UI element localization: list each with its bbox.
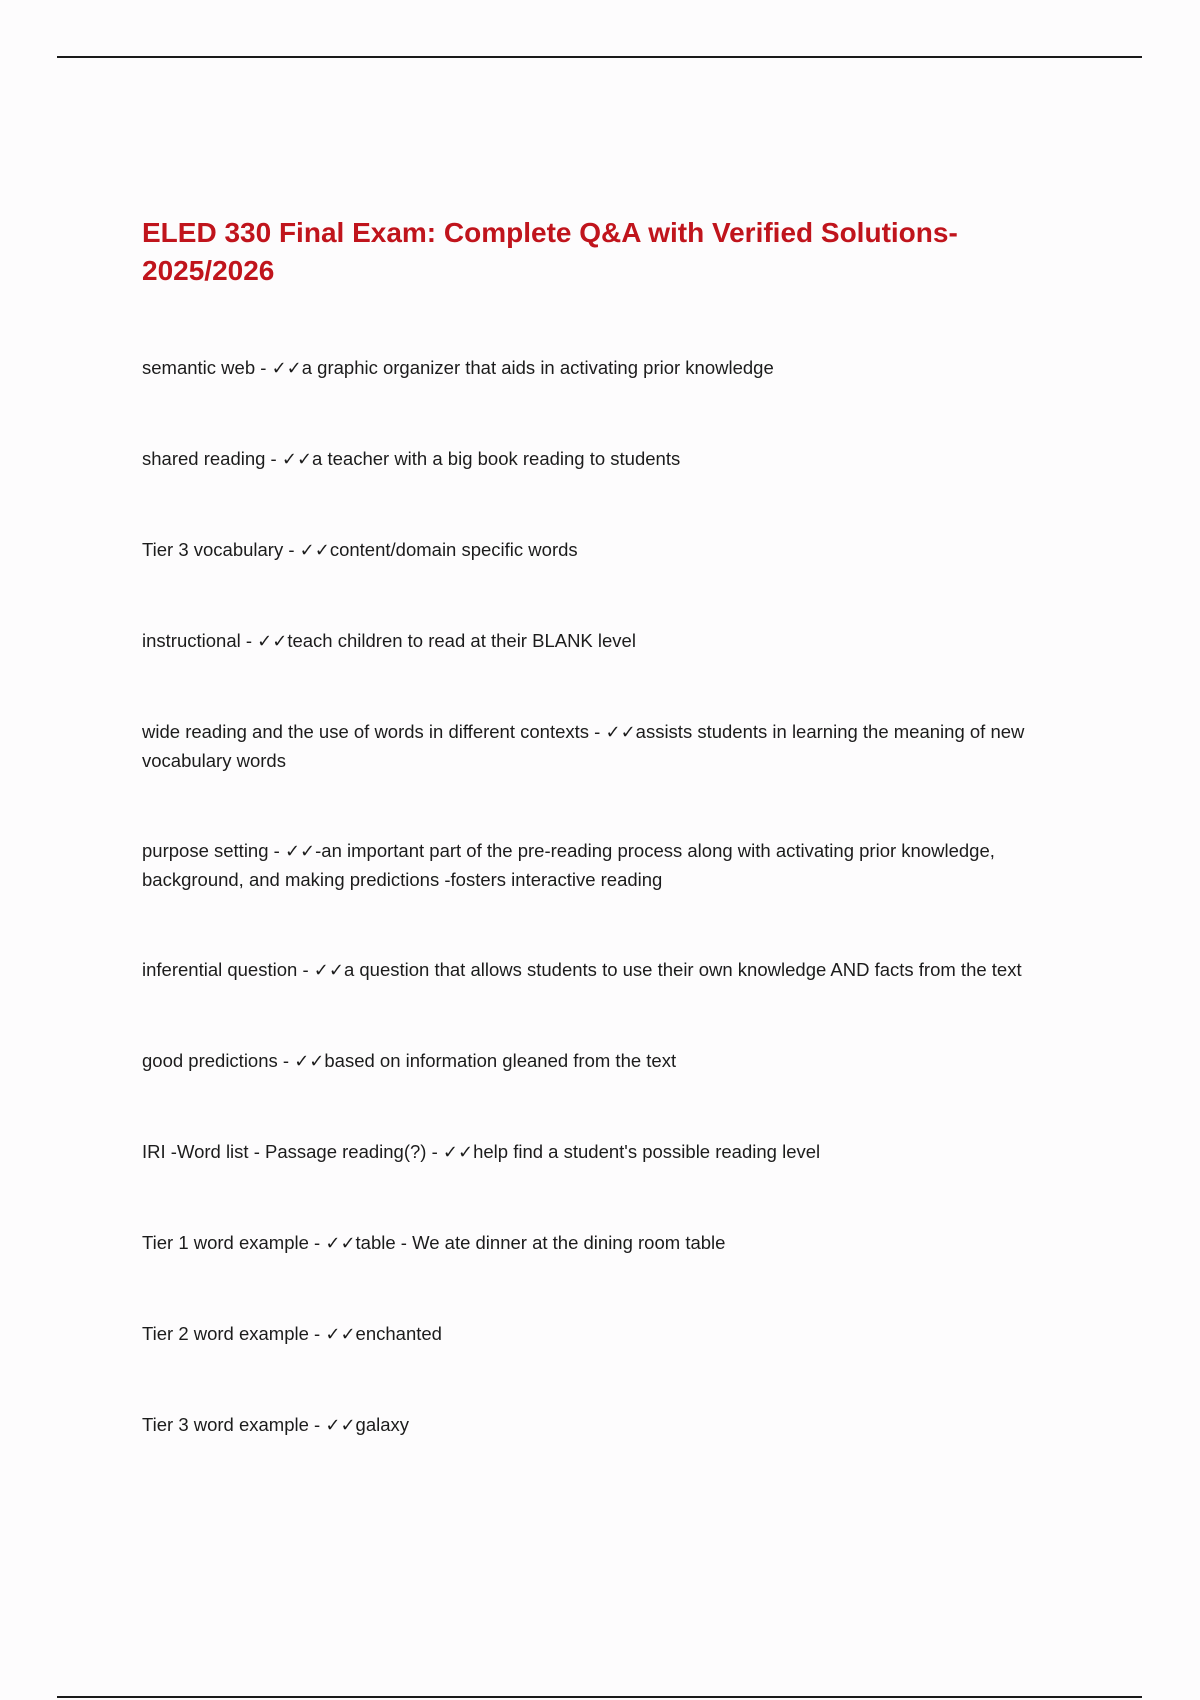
qa-item xyxy=(142,445,1062,474)
qa-item xyxy=(142,718,1062,775)
qa-term: purpose setting xyxy=(142,840,269,861)
double-check-icon: ✓✓ xyxy=(605,722,636,743)
qa-term: semantic web xyxy=(142,357,256,378)
qa-separator: - xyxy=(240,630,258,651)
double-check-icon: ✓✓ xyxy=(271,358,302,379)
double-check-icon: ✓✓ xyxy=(325,1233,356,1254)
qa-separator: - xyxy=(308,1232,326,1253)
qa-answer: a teacher with a big book reading to students xyxy=(312,448,681,469)
double-check-icon: ✓✓ xyxy=(257,631,288,652)
double-check-icon: ✓✓ xyxy=(325,1415,356,1436)
qa-answer: table - We ate dinner at the dining room table xyxy=(355,1232,726,1253)
qa-term: Tier 2 word example xyxy=(142,1323,309,1344)
qa-separator: - xyxy=(268,840,285,861)
qa-answer: enchanted xyxy=(355,1323,442,1344)
qa-separator: - xyxy=(308,1414,326,1435)
qa-separator: - xyxy=(255,357,272,378)
qa-answer: teach children to read at their BLANK level xyxy=(287,630,636,651)
qa-item xyxy=(142,627,1062,656)
qa-separator: - xyxy=(297,959,314,980)
qa-answer: content/domain specific words xyxy=(329,539,578,560)
document-title: ELED 330 Final Exam: Complete Q&A with Verified Solutions-2025/2026 xyxy=(142,217,958,286)
double-check-icon: ✓✓ xyxy=(299,540,330,561)
qa-item xyxy=(142,536,1062,565)
qa-term: shared reading xyxy=(142,448,266,469)
qa-term: Tier 1 word example xyxy=(142,1232,309,1253)
double-check-icon: ✓✓ xyxy=(313,960,344,981)
double-check-icon: ✓✓ xyxy=(325,1324,356,1345)
double-check-icon: ✓✓ xyxy=(442,1142,474,1163)
qa-separator: - xyxy=(277,1050,295,1071)
qa-answer: assists students in learning the meaning of new vocabulary words xyxy=(142,721,1025,771)
qa-separator: - xyxy=(283,539,300,560)
qa-term: instructional xyxy=(142,630,241,651)
qa-separator: - xyxy=(308,1323,326,1344)
qa-term: wide reading and the use of words in different contexts xyxy=(142,721,590,742)
qa-answer: galaxy xyxy=(355,1414,410,1435)
qa-item xyxy=(142,837,1062,894)
qa-answer: based on information gleaned from the text xyxy=(324,1050,677,1071)
qa-answer: a graphic organizer that aids in activating prior knowledge xyxy=(301,357,774,378)
double-check-icon: ✓✓ xyxy=(284,841,316,862)
bottom-rule xyxy=(57,1696,1142,1698)
qa-term: IRI -Word list - Passage reading(?) xyxy=(142,1141,427,1162)
qa-item xyxy=(142,1047,1062,1076)
qa-separator: - xyxy=(426,1141,443,1162)
qa-separator: - xyxy=(589,721,606,742)
qa-term: Tier 3 word example xyxy=(142,1414,309,1435)
qa-answer: -an important part of the pre-reading process along with activating prior knowledge, background, and making predictions -fosters interactive reading xyxy=(142,840,995,890)
qa-item xyxy=(142,1320,1062,1349)
qa-item xyxy=(142,1411,1062,1440)
qa-item xyxy=(142,354,1062,383)
double-check-icon: ✓✓ xyxy=(294,1051,325,1072)
qa-answer: help find a student's possible reading level xyxy=(473,1141,821,1162)
qa-item xyxy=(142,1138,1062,1167)
qa-term: good predictions xyxy=(142,1050,278,1071)
qa-separator: - xyxy=(265,448,282,469)
qa-item xyxy=(142,1229,1062,1258)
qa-term: Tier 3 vocabulary xyxy=(142,539,284,560)
qa-list xyxy=(142,354,1062,1502)
qa-item xyxy=(142,956,1062,985)
top-rule xyxy=(57,56,1142,58)
double-check-icon: ✓✓ xyxy=(281,449,313,470)
qa-term: inferential question xyxy=(142,959,298,980)
qa-answer: a question that allows students to use their own knowledge AND facts from the text xyxy=(343,959,1022,980)
